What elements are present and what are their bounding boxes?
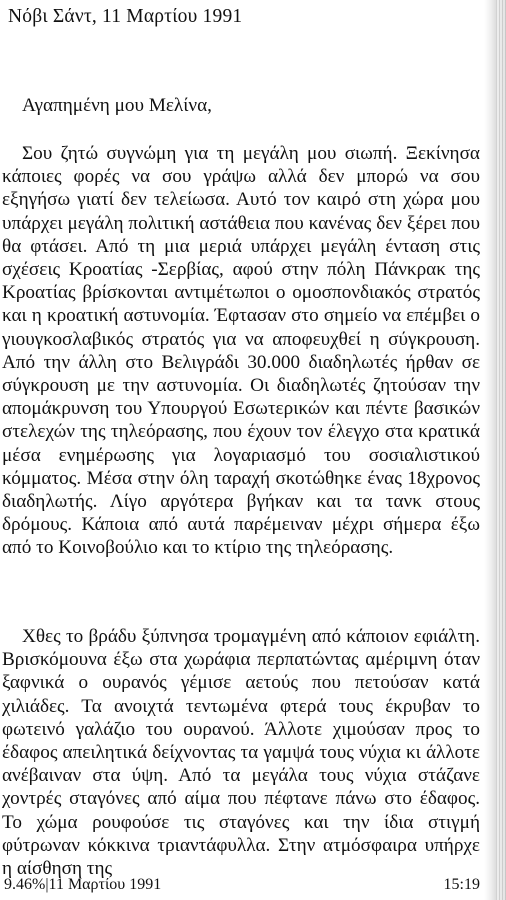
reading-progress-location[interactable]: 9.46%|11 Μαρτίου 1991	[4, 876, 162, 893]
letter-paragraph-1: Σου ζητώ συγνώμη για τη μεγάλη μου σιωπή. Ξεκίνησα κάποιες φορές να σου γράψω αλλά δεν μπορώ να σου εξηγήσω γιατί δεν τελείωσα. Αυτό τον καιρό στη χώρα μου υπάρχει μεγάλη πολιτική αστάθεια που κανένας δεν ξέρει που θα φτάσει. Από τη μια μεριά υπάρχει μεγάλη ένταση στις σχέσεις Κροατίας -Σερβίας, αφού στην πόλη Πάνκρακ της Κροατίας βρίσκονται αντιμέτωποι ο ομοσπονδιακός στρατός και η κροατική αστυνομία. Έφτασαν στο σημείο να επέμβει ο γιουγκοσλαβικός στρατός για να αποφευχθεί η σύγκρουση. Από την άλλη στο Βελιγράδι 30.000 διαδηλωτές ήρθαν σε σύγκρουση με την αστυνομία. Οι διαδηλωτές ζητούσαν την απομάκρυνση του Υπουργού Εσωτερικών και πέντε βασικών στελεχών της τηλεόρασης, που έχουν τον έλεγχο στα κρατικά μέσα ενημέρωσης για λογαριασμό του σοσιαλιστικού κόμματος. Μέσα στην όλη ταραχή σκοτώθηκε ένας 18χρονος διαδηλωτής. Λίγο αργότερα βγήκαν και τα τανκ στους δρόμους. Κάποια από αυτά παρέμειναν μέχρι σήμερα έξω από το Κοινοβούλιο και το κτίριο της τηλεόρασης.	[2, 143, 480, 559]
letter-greeting: Αγαπημένη μου Μελίνα,	[22, 95, 212, 116]
reader-status-bar	[0, 876, 506, 900]
letter-date-heading: Νόβι Σάντ, 11 Μαρτίου 1991	[8, 6, 243, 27]
clock-time: 15:19	[443, 876, 480, 893]
letter-paragraph-2: Χθες το βράδυ ξύπνησα τρομαγμένη από κάποιον εφιάλτη. Βρισκόμουνα έξω στα χωράφια περπατώντας αμέριμνη όταν ξαφνικά ο ουρανός γέμισε αετούς που πετούσαν κατά χιλιάδες. Τα ανοιχτά τεντωμένα φτερά τους έκρυβαν το φωτεινό γαλάζιο του ουρανού. Άλλοτε χιμούσαν προς το έδαφος απειλητικά δείχνοντας τα γαμψά τους νύχια κι άλλοτε ανέβαιναν στα ύψη. Από τα μεγάλα τους νύχια στάζανε χοντρές σταγόνες από αίμα που πέφτανε πάνω στο έδαφος. Το χώμα ρουφούσε τις σταγόνες και την ίδια στιγμή φύτρωναν κόκκινα τριαντάφυλλα. Στην ατμόσφαιρα υπήρχε η αίσθηση της	[2, 626, 480, 880]
page-stack-edge	[496, 0, 506, 900]
